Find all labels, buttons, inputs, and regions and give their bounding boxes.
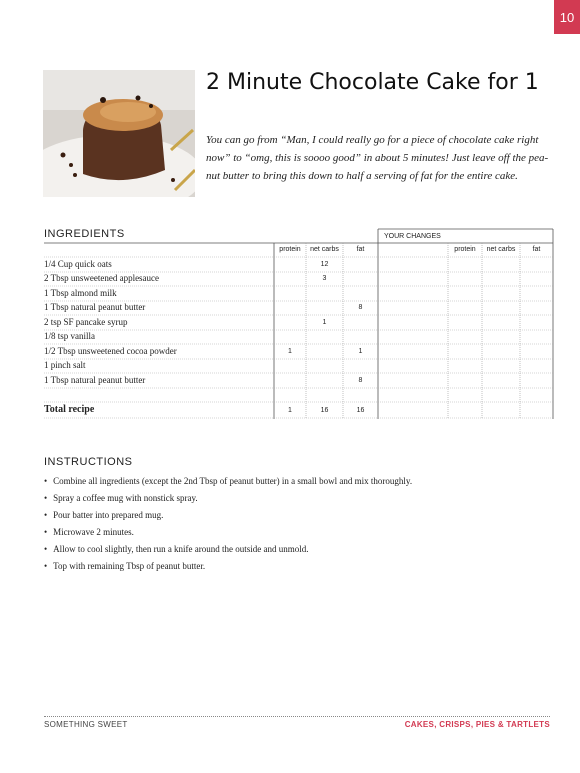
ingredient-name: 1/4 Cup quick oats xyxy=(44,259,112,269)
ingredient-name: 2 tsp SF pancake syrup xyxy=(44,317,128,327)
ingredient-name: 1 Tbsp natural peanut butter xyxy=(44,375,146,385)
ingredient-name: 1/2 Tbsp unsweetened cocoa powder xyxy=(44,346,177,356)
col-header-fat: fat xyxy=(356,246,365,253)
page-number-tab: 10 xyxy=(554,0,580,34)
footer-divider xyxy=(44,716,550,717)
instruction-step: • Top with remaining Tbsp of peanut butter. xyxy=(44,558,412,575)
fat-value: 8 xyxy=(358,304,363,311)
your-changes-label: YOUR CHANGES xyxy=(384,233,441,240)
footer-chapter-name: CAKES, CRISPS, PIES & TARTLETS xyxy=(404,720,550,729)
footer-section-name: SOMETHING SWEET xyxy=(44,720,128,729)
instruction-step: • Combine all ingredients (except the 2nd Tbsp of peanut butter) in a small bowl and mix thoroughly. xyxy=(44,473,412,490)
ingredient-name: 1 Tbsp almond milk xyxy=(44,288,117,298)
total-fat: 16 xyxy=(356,407,365,414)
changes-header-protein: protein xyxy=(454,246,476,253)
total-protein: 1 xyxy=(288,407,292,414)
changes-header-net-carbs: net carbs xyxy=(486,246,516,253)
ingredient-name: 1/8 tsp vanilla xyxy=(44,331,95,341)
net-carbs-value: 1 xyxy=(322,319,327,326)
total-label: Total recipe xyxy=(44,404,95,415)
col-header-net-carbs: net carbs xyxy=(310,246,339,253)
fat-value: 1 xyxy=(358,348,363,355)
instructions-list xyxy=(44,473,412,575)
ingredient-name: 1 Tbsp natural peanut butter xyxy=(44,302,146,312)
instruction-step: • Spray a coffee mug with nonstick spray. xyxy=(44,490,412,507)
recipe-description: You can go from “Man, I could really go for a piece of chocolate cake right now” to “omg, this is soooo good” in about 5 minutes! Just leave off the pea-nut butter to bring this down to half a serving of fat for the entire cake. xyxy=(206,134,549,182)
protein-value: 1 xyxy=(288,348,292,355)
fat-value: 8 xyxy=(358,377,363,384)
instruction-step: • Allow to cool slightly, then run a knife around the outside and unmold. xyxy=(44,541,412,558)
ingredient-name: 1 pinch salt xyxy=(44,360,86,370)
col-header-protein: protein xyxy=(279,246,301,253)
ingredients-heading: INGREDIENTS xyxy=(44,228,125,240)
changes-header-fat: fat xyxy=(532,246,541,253)
instruction-step: • Pour batter into prepared mug. xyxy=(44,507,412,524)
net-carbs-value: 3 xyxy=(322,275,327,282)
instructions-heading: INSTRUCTIONS xyxy=(44,456,133,468)
ingredient-name: 2 Tbsp unsweetened applesauce xyxy=(44,273,160,283)
recipe-title: 2 Minute Chocolate Cake for 1 xyxy=(206,70,539,95)
net-carbs-value: 12 xyxy=(320,261,329,268)
total-net-carbs: 16 xyxy=(320,407,329,414)
instruction-step: • Microwave 2 minutes. xyxy=(44,524,412,541)
